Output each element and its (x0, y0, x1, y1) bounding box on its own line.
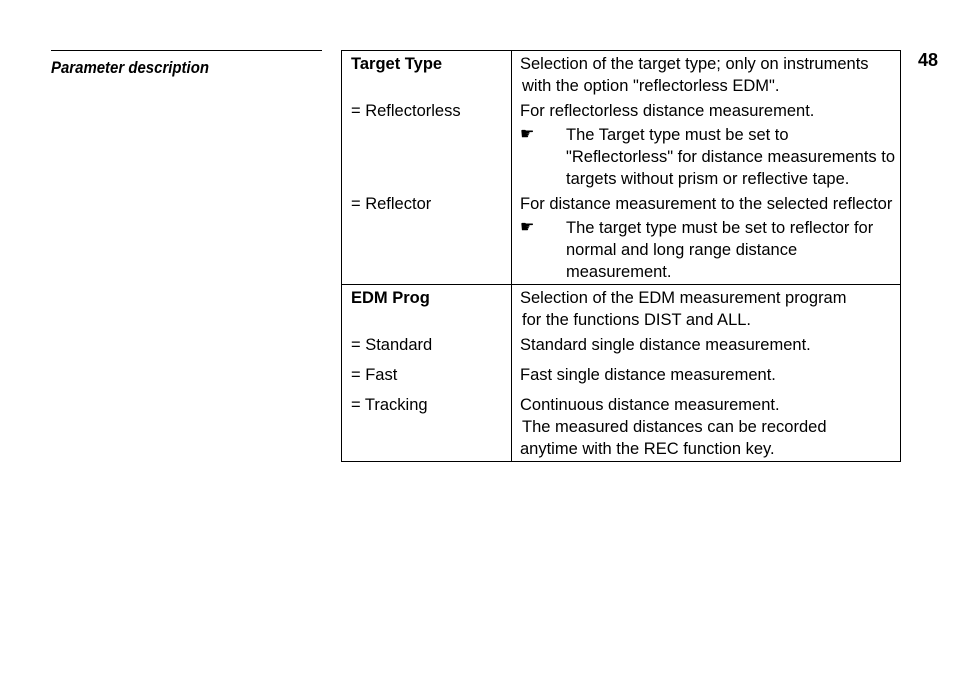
option-name: = Reflector (351, 195, 432, 213)
table-row (342, 386, 901, 462)
table-row (342, 331, 901, 356)
table-row (342, 356, 901, 386)
sidebar-rule (51, 50, 322, 51)
parameter-name: EDM Prog (351, 289, 430, 307)
page-number: 48 (918, 50, 939, 70)
table-row (342, 97, 901, 190)
option-description: For distance measurement to the selected reflector (520, 195, 893, 213)
parameter-table (341, 50, 901, 462)
table-row (342, 51, 901, 98)
table-row (342, 190, 901, 285)
parameter-description-cont: with the option "reflectorless EDM". (522, 77, 780, 95)
parameter-description: Selection of the target type; only on instruments (520, 55, 869, 73)
section-heading: Parameter description (51, 58, 209, 77)
parameter-description-cont: for the functions DIST and ALL. (522, 311, 752, 329)
option-description-cont: The measured distances can be recorded (522, 418, 827, 436)
option-name: = Reflectorless (351, 102, 461, 120)
pointing-hand-icon: ☛ (520, 126, 535, 143)
parameter-description: Selection of the EDM measurement program (520, 289, 847, 307)
option-description: For reflectorless distance measurement. (520, 102, 815, 120)
option-description: Continuous distance measurement. (520, 396, 780, 414)
note-text: The Target type must be set to "Reflectorless" for distance measurements to targets without prism or reflective tape. (566, 126, 896, 188)
note-block (520, 124, 896, 190)
option-name: = Fast (351, 366, 398, 384)
option-description: Fast single distance measurement. (520, 366, 776, 384)
note-text: The target type must be set to reflector for normal and long range distance measurement. (566, 219, 874, 281)
option-description-cont: anytime with the REC function key. (520, 440, 775, 458)
parameter-name: Target Type (351, 55, 443, 73)
table-row (342, 285, 901, 332)
pointing-hand-icon: ☛ (520, 219, 535, 236)
note-block (520, 217, 896, 283)
option-name: = Standard (351, 336, 433, 354)
option-name: = Tracking (351, 396, 428, 414)
option-description: Standard single distance measurement. (520, 336, 811, 354)
